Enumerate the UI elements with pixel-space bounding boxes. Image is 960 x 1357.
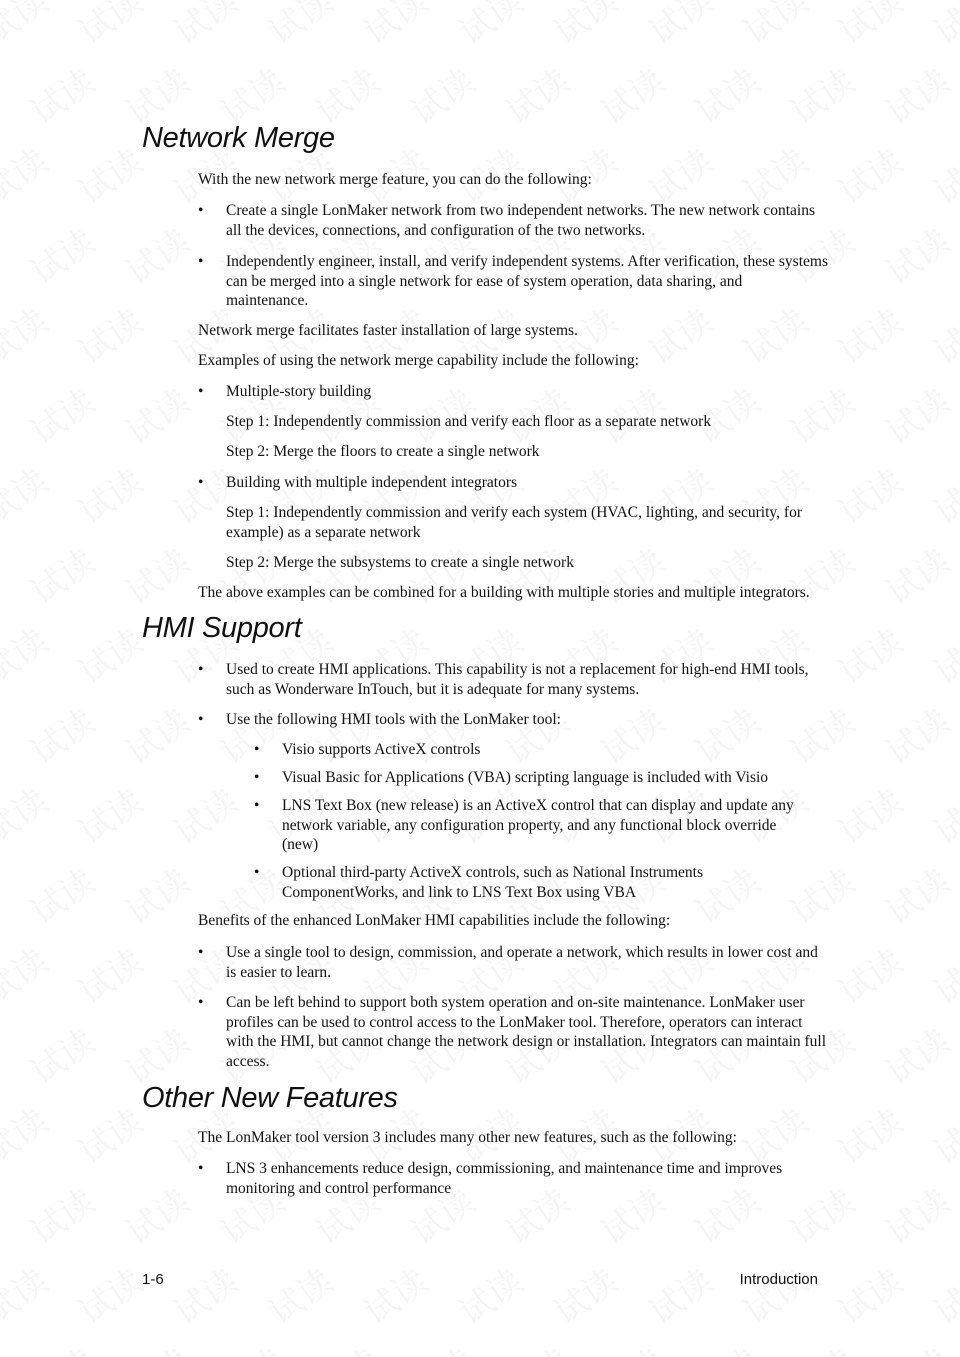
- step-text: Step 2: Merge the floors to create a single network: [226, 443, 540, 460]
- list-item: • Can be left behind to support both system operation and on-site maintenance. LonMaker user profiles can be used to control access to the LonMaker tool. Therefore, operators can interact with the HMI, but cannot change the network design or installation. Integrators can maintain full access.: [198, 994, 827, 1070]
- sub-list-item: • LNS Text Box (new release) is an ActiveX control that can display and update any network variable, any configuration property, and any functional block override (new): [254, 797, 794, 853]
- sub-list-item: • Optional third-party ActiveX controls, such as National Instruments ComponentWorks, and link to LNS Text Box using VBA: [254, 864, 703, 901]
- bullet-icon: •: [254, 864, 260, 881]
- bullet-icon: •: [198, 994, 204, 1011]
- list-item: • Use the following HMI tools with the LonMaker tool:: [198, 711, 561, 728]
- section-title-hmi-support: HMI Support: [142, 612, 302, 644]
- bullet-icon: •: [198, 944, 204, 961]
- list-item: • Multiple-story building: [198, 383, 372, 400]
- paragraph: Network merge facilitates faster installation of large systems.: [198, 322, 578, 339]
- bullet-icon: •: [254, 769, 260, 786]
- paragraph: Benefits of the enhanced LonMaker HMI capabilities include the following:: [198, 912, 671, 929]
- paragraph: The above examples can be combined for a building with multiple stories and multiple integrators.: [198, 584, 810, 601]
- list-item: • Independently engineer, install, and verify independent systems. After verification, these systems can be merged into a single network for ease of system operation, data sharing, and maintenance.: [198, 253, 828, 309]
- paragraph: With the new network merge feature, you can do the following:: [198, 171, 592, 188]
- bullet-icon: •: [254, 797, 260, 814]
- bullet-icon: •: [198, 202, 204, 219]
- bullet-icon: •: [254, 741, 260, 758]
- list-item: • Building with multiple independent integrators: [198, 474, 518, 491]
- bullet-icon: •: [198, 1160, 204, 1177]
- footer-page-number: 1-6: [142, 1271, 164, 1288]
- step-text: Step 1: Independently commission and verify each system (HVAC, lighting, and security, for example) as a separate network: [226, 504, 802, 541]
- list-item: • Create a single LonMaker network from two independent networks. The new network contains all the devices, connections, and configuration of the two networks.: [198, 202, 815, 239]
- bullet-icon: •: [198, 253, 204, 270]
- sub-list-item: • Visual Basic for Applications (VBA) scripting language is included with Visio: [254, 769, 769, 786]
- step-text: Step 2: Merge the subsystems to create a single network: [226, 554, 574, 571]
- bullet-icon: •: [198, 711, 204, 728]
- list-item: • LNS 3 enhancements reduce design, commissioning, and maintenance time and improves monitoring and control performance: [198, 1160, 783, 1197]
- section-title-other-new-features: Other New Features: [142, 1082, 398, 1114]
- paragraph: Examples of using the network merge capability include the following:: [198, 352, 639, 369]
- footer-chapter: Introduction: [739, 1271, 818, 1288]
- section-title-network-merge: Network Merge: [142, 122, 335, 154]
- bullet-icon: •: [198, 474, 204, 491]
- list-item: • Use a single tool to design, commission, and operate a network, which results in lower cost and is easier to learn.: [198, 944, 818, 981]
- step-text: Step 1: Independently commission and verify each floor as a separate network: [226, 413, 712, 430]
- paragraph: The LonMaker tool version 3 includes many other new features, such as the following:: [198, 1129, 737, 1146]
- bullet-icon: •: [198, 661, 204, 678]
- sub-list-item: • Visio supports ActiveX controls: [254, 741, 481, 758]
- list-item: • Used to create HMI applications. This capability is not a replacement for high-end HMI tools, such as Wonderware InTouch, but it is adequate for many systems.: [198, 661, 809, 698]
- bullet-icon: •: [198, 383, 204, 400]
